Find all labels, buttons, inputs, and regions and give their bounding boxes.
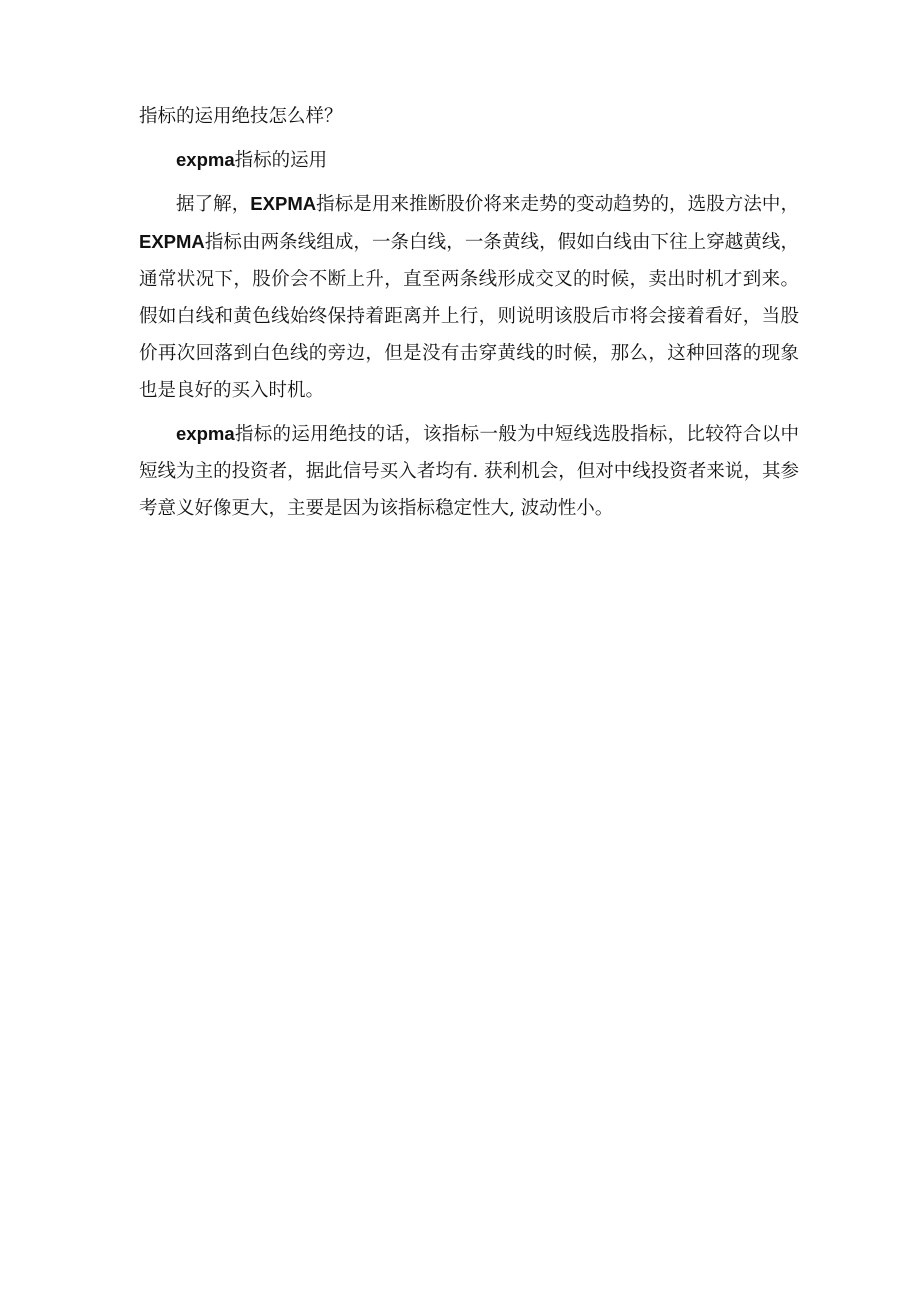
paragraph-1-latin-1: EXPMA xyxy=(250,193,317,214)
subheading-text: 指标的运用 xyxy=(234,150,328,171)
paragraph-1-part-1: 据了解， xyxy=(176,194,251,215)
paragraph-1-part-3: 指标由两条线组成，一条白线，一条黄线，假如白线由下往上穿越黄线，通常状况下，股价会不断上升，直至两条线形成交叉的时候，卖出时机才到来。假如白线和黄色线始终保持着距离并上行，则说明该股后市将会接着看好，当股价再次回落到白色线的旁边，但是没有击穿黄线的时候，那么，这种回落的现象也是良好的买入时机。 xyxy=(139,232,799,401)
paragraph-2-text: 指标的运用绝技的话，该指标一般为中短线选股指标，比较符合以中短线为主的投资者，据此信号买入者均有. 获利机会，但对中线投资者来说，其参考意义好像更大，主要是因为该指标稳定性大, 波动性小。 xyxy=(139,424,799,519)
document-body xyxy=(139,98,799,533)
document-title: 指标的运用绝技怎么样？ xyxy=(139,106,343,127)
paragraph-2-latin: expma xyxy=(176,423,235,444)
paragraph-1-part-2: 指标是用来推断股价将来走势的变动趋势的，选股方法中， xyxy=(316,194,799,215)
subheading-latin: expma xyxy=(176,149,235,170)
paragraph-1-latin-2: EXPMA xyxy=(139,231,205,252)
paragraph-2 xyxy=(139,415,799,527)
subheading xyxy=(139,141,799,179)
paragraph-1 xyxy=(139,185,799,409)
